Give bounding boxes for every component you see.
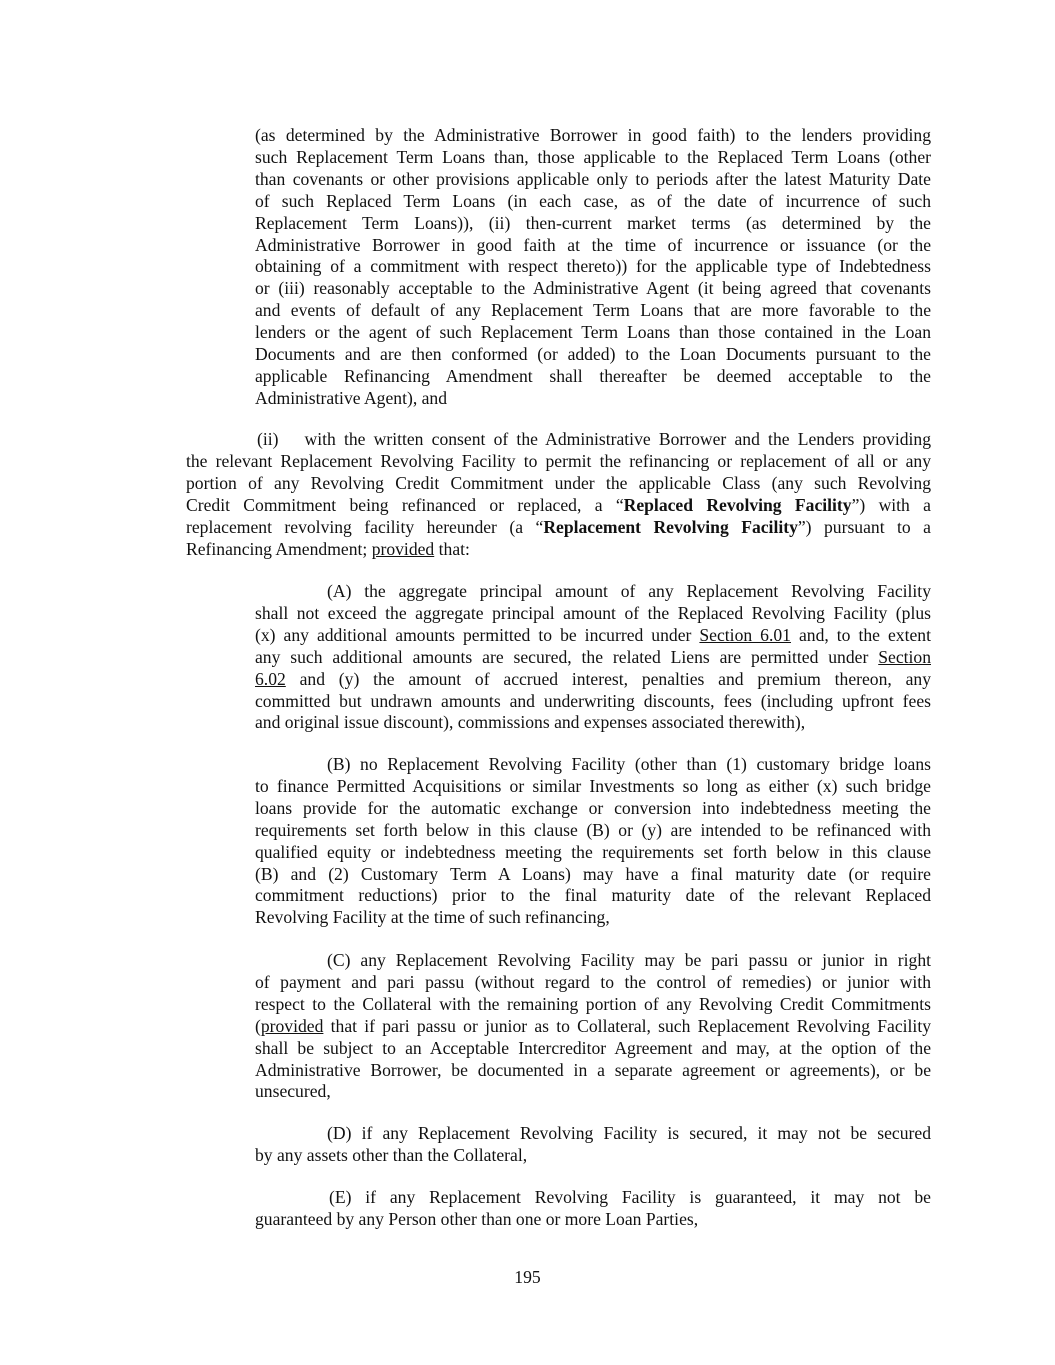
text-line: Replacement Term Loans)), (ii) then-current market terms (as determined by the [255, 212, 931, 233]
paragraph-ii [186, 429, 931, 560]
text-line: lenders or the agent of such Replacement Term Loans than those contained in the Loan [255, 322, 931, 343]
clause-e [255, 1187, 931, 1231]
text-line: by any assets other than the Collateral, [255, 1144, 528, 1165]
text-line: shall be subject to an Acceptable Intercreditor Agreement and may, at the option of the [255, 1037, 931, 1058]
text-line [186, 429, 931, 451]
clause-c [255, 950, 931, 1103]
text-line: such Replacement Term Loans than, those applicable to the Replaced Term Loans (other [255, 146, 931, 167]
text-line: (A) the aggregate principal amount of any Replacement Revolving Facility [327, 581, 931, 601]
clause-text: with the written consent of the Administrative Borrower and the Lenders providing [304, 429, 931, 449]
clause-b [255, 754, 931, 929]
text-line: (C) any Replacement Revolving Facility may be pari passu or junior in right [327, 950, 931, 970]
text-line: (E) if any Replacement Revolving Facility is guaranteed, it may not be [329, 1187, 931, 1207]
underlined-term: provided [371, 538, 435, 559]
clause-d [255, 1123, 931, 1167]
text-line: (B) no Replacement Revolving Facility (other than (1) customary bridge loans [327, 754, 931, 774]
text-line: Administrative Borrower in good faith at the time of incurrence or issuance (or the [255, 234, 931, 255]
text-line: 6.02 and (y) the amount of accrued interest, penalties and premium thereon, any [255, 668, 931, 689]
text-line: (as determined by the Administrative Borrower in good faith) to the lenders providing [255, 125, 931, 145]
text-line: (D) if any Replacement Revolving Facility is secured, it may not be secured [327, 1123, 931, 1143]
clause-a [255, 581, 931, 734]
text-line: loans provide for the automatic exchange or conversion into indebtedness meeting the [255, 797, 931, 818]
section-reference: Section 6.01 [699, 624, 791, 645]
text-line: commitment reductions) prior to the final maturity date of the relevant Replaced [255, 885, 931, 906]
text-line: respect to the Collateral with the remaining portion of any Revolving Credit Commitments [255, 993, 931, 1014]
text-line: portion of any Revolving Credit Commitment under the applicable Class (any such Revolving [186, 472, 931, 493]
paragraph-continuation [255, 125, 931, 410]
text-line: to finance Permitted Acquisitions or similar Investments so long as either (x) such bridge [255, 775, 931, 796]
text-line: Refinancing Amendment; provided that: [186, 538, 470, 559]
text-line: of such Replaced Term Loans (in each case, as of the date of incurrence of such [255, 190, 931, 211]
text-line: committed but undrawn amounts and underwriting discounts, fees (including upfront fees [255, 690, 931, 711]
section-reference: 6.02 [255, 668, 286, 689]
text-line: unsecured, [255, 1081, 331, 1102]
text-line: Revolving Facility at the time of such refinancing, [255, 907, 610, 928]
clause-marker: (ii) [257, 429, 279, 449]
text-line: than covenants or other provisions applicable only to periods after the latest Maturity Date [255, 168, 931, 189]
text-line: and events of default of any Replacement Term Loans that are more favorable to the [255, 300, 931, 321]
text-line: (B) and (2) Customary Term A Loans) may have a final maturity date (or require [255, 863, 931, 884]
text-line: obtaining of a commitment with respect thereto)) for the applicable type of Indebtedness [255, 256, 931, 277]
text-line: replacement revolving facility hereunder (a “Replacement Revolving Facility”) pursuant to a [186, 516, 931, 537]
text-line: of payment and pari passu (without regard to the control of remedies) or junior with [255, 971, 931, 992]
text-line: any such additional amounts are secured, the related Liens are permitted under Section [255, 646, 931, 667]
text-line: requirements set forth below in this clause (B) or (y) are intended to be refinanced with [255, 819, 931, 840]
text-line: applicable Refinancing Amendment shall thereafter be deemed acceptable to the [255, 365, 931, 386]
text-line: shall not exceed the aggregate principal amount of the Replaced Revolving Facility (plus [255, 602, 931, 623]
text-line: (provided that if pari passu or junior as to Collateral, such Replacement Revolving Facility [255, 1015, 931, 1036]
page-number: 195 [514, 1267, 541, 1287]
defined-term: Replacement Revolving Facility [543, 516, 798, 537]
text-line: and original issue discount), commissions and expenses associated therewith), [255, 712, 806, 733]
text-line: (x) any additional amounts permitted to be incurred under Section 6.01 and, to the extent [255, 624, 931, 645]
text-line: Credit Commitment being refinanced or replaced, a “Replaced Revolving Facility”) with a [186, 494, 931, 515]
underlined-term: provided [260, 1015, 324, 1036]
text-line: or (iii) reasonably acceptable to the Administrative Agent (it being agreed that covenants [255, 278, 931, 299]
text-line: Administrative Agent), and [255, 387, 448, 408]
defined-term: Replaced Revolving Facility [623, 494, 852, 515]
text-line: Administrative Borrower, be documented in a separate agreement or agreements), or be [255, 1059, 931, 1080]
section-reference: Section [878, 646, 931, 667]
text-line: the relevant Replacement Revolving Facility to permit the refinancing or replacement of all or any [186, 450, 931, 471]
text-line: Documents and are then conformed (or added) to the Loan Documents pursuant to the [255, 344, 931, 365]
text-line: qualified equity or indebtedness meeting the requirements set forth below in this clause [255, 841, 931, 862]
text-line: guaranteed by any Person other than one or more Loan Parties, [255, 1208, 699, 1229]
